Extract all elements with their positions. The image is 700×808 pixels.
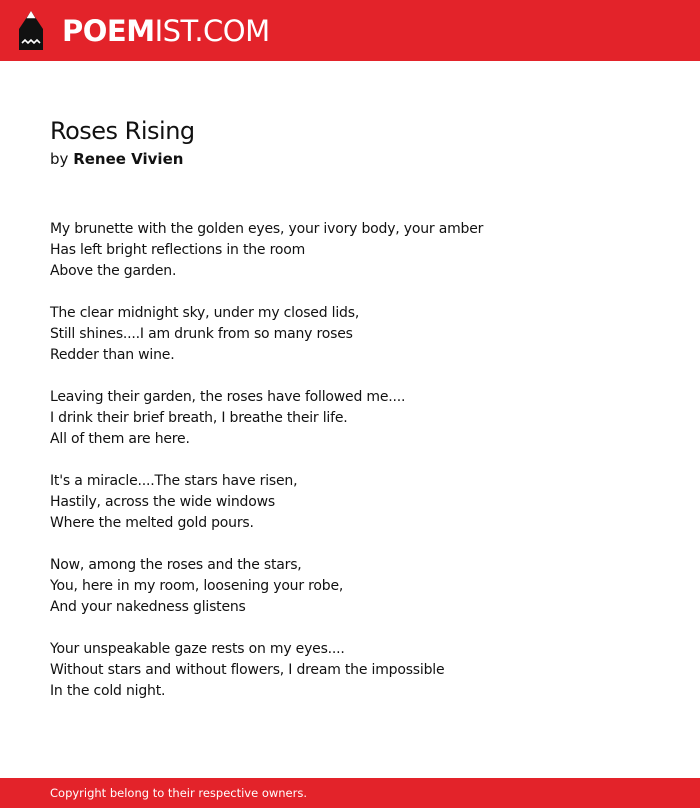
poem-line: Without stars and without flowers, I dream the impossible [50, 662, 445, 678]
poem-title: Roses Rising [50, 117, 195, 145]
poem-line: And your nakedness glistens [50, 599, 246, 615]
logo-bold-part: POEM [62, 14, 155, 48]
poem-line: Above the garden. [50, 263, 177, 279]
byline-prefix: by [50, 150, 69, 168]
site-logo-text[interactable] [62, 12, 270, 50]
poem-line: All of them are here. [50, 431, 190, 447]
poem-line: In the cold night. [50, 683, 166, 699]
poem-line: My brunette with the golden eyes, your ivory body, your amber [50, 221, 484, 237]
poem-line: Redder than wine. [50, 347, 175, 363]
site-footer [0, 778, 700, 808]
poem-body [50, 219, 670, 723]
stanza-6 [50, 639, 670, 702]
poem-byline [50, 148, 183, 170]
copyright-notice: Copyright belong to their respective owners. [50, 786, 308, 800]
site-header [0, 0, 700, 61]
stanza-2 [50, 303, 670, 366]
stanza-1 [50, 219, 670, 282]
author-name: Renee Vivien [73, 150, 184, 168]
logo-light-part: IST.COM [154, 14, 270, 48]
stanza-5 [50, 555, 670, 618]
poem-line: Has left bright reflections in the room [50, 242, 306, 258]
poem-line: It's a miracle....The stars have risen, [50, 473, 298, 489]
poem-line: Where the melted gold pours. [50, 515, 254, 531]
stanza-4 [50, 471, 670, 534]
poem-line: Your unspeakable gaze rests on my eyes.... [50, 641, 345, 657]
poem-line: Now, among the roses and the stars, [50, 557, 302, 573]
poem-line: The clear midnight sky, under my closed lids, [50, 305, 360, 321]
poem-line: You, here in my room, loosening your robe, [50, 578, 344, 594]
stanza-3 [50, 387, 670, 450]
poem-line: Hastily, across the wide windows [50, 494, 275, 510]
poem-line: Still shines....I am drunk from so many roses [50, 326, 353, 342]
poem-line: Leaving their garden, the roses have followed me.... [50, 389, 406, 405]
poem-line: I drink their brief breath, I breathe their life. [50, 410, 348, 426]
pencil-logo-icon[interactable] [18, 10, 44, 51]
